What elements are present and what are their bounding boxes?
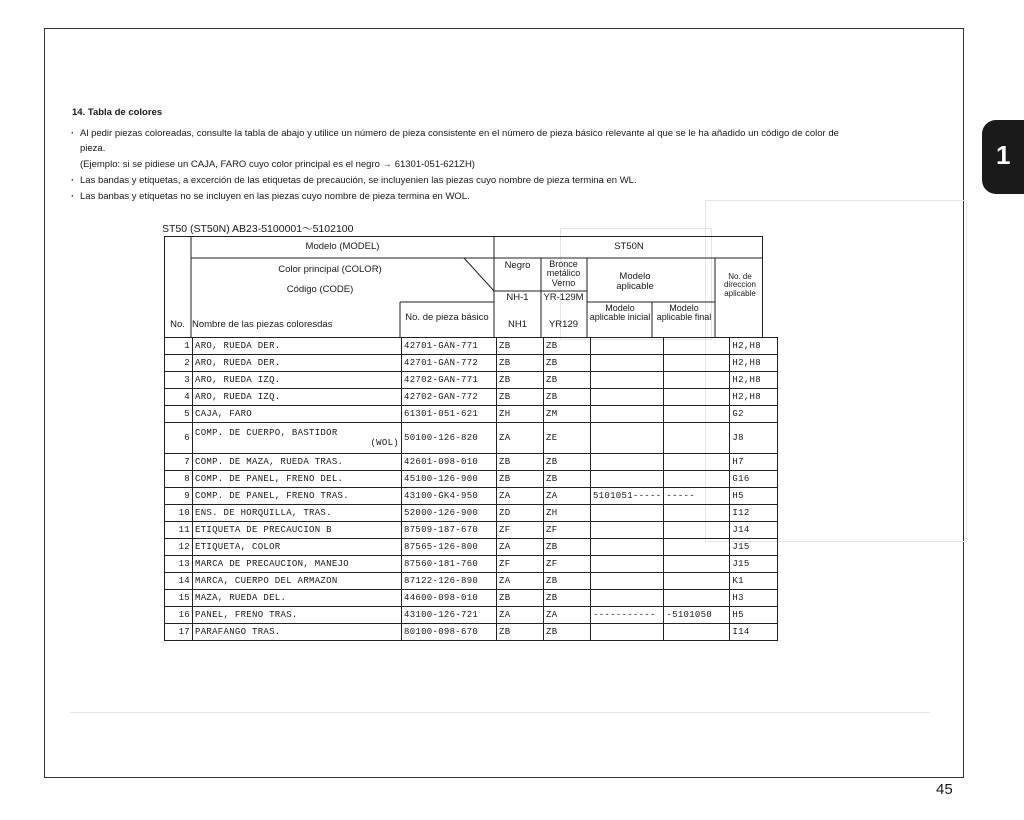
final-model — [664, 406, 730, 423]
row-no: 8 — [165, 471, 193, 488]
initial-model — [591, 338, 664, 355]
row-no: 5 — [165, 406, 193, 423]
intro-line-3: · Las bandas y etiquetas, a excerción de las etiquetas de precaución, se incluyenien las piezas cuyo nombre de pieza termina en WL. — [80, 175, 637, 186]
nh1-code: ZA — [497, 607, 544, 624]
initial-model — [591, 454, 664, 471]
table-row — [165, 607, 778, 624]
yr129-code: ZB — [544, 471, 591, 488]
yr129-code: ZA — [544, 607, 591, 624]
initial-model: 5101051----- — [591, 488, 664, 505]
basic-part-number: 42702-GAN-771 — [402, 372, 497, 389]
final-model — [664, 338, 730, 355]
final-model — [664, 573, 730, 590]
nh1-code: ZB — [497, 372, 544, 389]
initial-model — [591, 556, 664, 573]
part-name: ARO, RUEDA IZQ. — [193, 389, 402, 406]
nh1-code: ZB — [497, 471, 544, 488]
direction-code: G16 — [730, 471, 778, 488]
final-model — [664, 355, 730, 372]
row-no: 3 — [165, 372, 193, 389]
final-model: -5101050 — [664, 607, 730, 624]
final-model — [664, 590, 730, 607]
yr129-code: ZB — [544, 338, 591, 355]
yr129-code: ZB — [544, 573, 591, 590]
section-tab-number: 1 — [996, 140, 1011, 170]
initial-model — [591, 372, 664, 389]
initial-model — [591, 624, 664, 641]
row-no: 6 — [165, 423, 193, 454]
nh1-code: ZA — [497, 539, 544, 556]
final-model — [664, 624, 730, 641]
direccion-label: No. de direccion aplicable — [723, 272, 756, 298]
table-row — [165, 488, 778, 505]
table-row — [165, 539, 778, 556]
row-no: 2 — [165, 355, 193, 372]
basic-part-number: 42701-GAN-771 — [402, 338, 497, 355]
yr129-code: ZB — [544, 389, 591, 406]
modelo-aplicable: Modelo aplicable — [616, 271, 654, 292]
yr129-code: ZB — [544, 590, 591, 607]
basic-part-number: 44600-098-010 — [402, 590, 497, 607]
nh1-code: ZD — [497, 505, 544, 522]
bronce-code: YR-129M — [543, 292, 584, 303]
final-model — [664, 389, 730, 406]
model-label: Modelo (MODEL) — [305, 241, 380, 252]
initial-model — [591, 355, 664, 372]
part-name: PARAFANGO TRAS. — [193, 624, 402, 641]
final-model — [664, 539, 730, 556]
col-basic: No. de pieza básico — [405, 312, 489, 323]
section-heading: 14. Tabla de colores — [72, 107, 163, 118]
initial-model — [591, 522, 664, 539]
intro-line-1: · Al pedir piezas coloreadas, consulte la tabla de abajo y utilice un número de pieza consistente en el número de pieza básico relevante al que se le ha añadido un código de color de — [80, 128, 839, 139]
yr129-code: ZE — [544, 423, 591, 454]
nh1-code: ZB — [497, 624, 544, 641]
table-row — [165, 423, 778, 454]
basic-part-number: 87509-187-670 — [402, 522, 497, 539]
direction-code: H2,H8 — [730, 389, 778, 406]
yr129-code: ZH — [544, 505, 591, 522]
yr129-code: ZA — [544, 488, 591, 505]
direction-code: H2,H8 — [730, 372, 778, 389]
yr129-code: ZM — [544, 406, 591, 423]
direction-code: G2 — [730, 406, 778, 423]
basic-part-number: 43100-GK4-950 — [402, 488, 497, 505]
nh1-code: ZB — [497, 590, 544, 607]
part-name-line: COMP. DE CUERPO, BASTIDOR — [195, 428, 338, 438]
section-tab — [982, 120, 1024, 194]
code-label: Código (CODE) — [286, 284, 354, 295]
row-no: 1 — [165, 338, 193, 355]
parts-table — [164, 337, 778, 641]
initial-model — [591, 389, 664, 406]
part-name: COMP. DE PANEL, FRENO DEL. — [193, 471, 402, 488]
basic-part-number: 42701-GAN-772 — [402, 355, 497, 372]
final-model: ----- — [664, 488, 730, 505]
direction-code: J8 — [730, 423, 778, 454]
intro-line-4: · Las banbas y etiquetas no se incluyen en las piezas cuyo nombre de pieza termina en WOL. — [80, 191, 470, 202]
negro-code: NH-1 — [506, 292, 529, 303]
applicability-spec: ST50 (ST50N) AB23-5100001〜5102100 — [162, 223, 354, 235]
basic-part-number: 87122-126-890 — [402, 573, 497, 590]
modelo-inicial: Modelo aplicable inicial — [589, 303, 651, 323]
nh1-code: ZA — [497, 488, 544, 505]
final-model — [664, 372, 730, 389]
col-no: No. — [170, 319, 185, 330]
basic-part-number: 50100-126-820 — [402, 423, 497, 454]
direction-code: J14 — [730, 522, 778, 539]
table-row — [165, 355, 778, 372]
part-name: PANEL, FRENO TRAS. — [193, 607, 402, 624]
yr129-code: ZB — [544, 624, 591, 641]
yr129-code: ZB — [544, 372, 591, 389]
table-row — [165, 624, 778, 641]
row-no: 11 — [165, 522, 193, 539]
basic-part-number: 87565-126-800 — [402, 539, 497, 556]
table-row — [165, 505, 778, 522]
nh1-code: ZA — [497, 573, 544, 590]
part-name: COMP. DE PANEL, FRENO TRAS. — [193, 488, 402, 505]
yr129-code: ZB — [544, 355, 591, 372]
row-no: 15 — [165, 590, 193, 607]
row-no: 7 — [165, 454, 193, 471]
basic-part-number: 52000-126-900 — [402, 505, 497, 522]
part-name: MARCA, CUERPO DEL ARMAZON — [193, 573, 402, 590]
parts-table-body — [165, 338, 778, 641]
direction-code: H2,H8 — [730, 338, 778, 355]
page-number: 45 — [936, 781, 953, 798]
initial-model — [591, 539, 664, 556]
basic-part-number: 42601-098-010 — [402, 454, 497, 471]
part-name: MAZA, RUEDA DEL. — [193, 590, 402, 607]
direction-code: K1 — [730, 573, 778, 590]
row-no: 12 — [165, 539, 193, 556]
color-label: Color principal (COLOR) — [278, 264, 382, 275]
row-no: 13 — [165, 556, 193, 573]
direction-code: H5 — [730, 488, 778, 505]
final-model — [664, 454, 730, 471]
bronce-code-2: YR129 — [548, 319, 579, 330]
direction-code: J15 — [730, 539, 778, 556]
table-row — [165, 372, 778, 389]
table-row — [165, 590, 778, 607]
row-no: 17 — [165, 624, 193, 641]
final-model — [664, 505, 730, 522]
part-name: COMP. DE MAZA, RUEDA TRAS. — [193, 454, 402, 471]
part-name: CAJA, FARO — [193, 406, 402, 423]
table-row — [165, 338, 778, 355]
table-row — [165, 389, 778, 406]
yr129-code: ZB — [544, 454, 591, 471]
table-row — [165, 454, 778, 471]
basic-part-number: 80100-098-670 — [402, 624, 497, 641]
bleed-through-line — [70, 712, 930, 714]
nh1-code: ZB — [497, 454, 544, 471]
bronce-label: Bronce metálico Verno — [546, 259, 581, 288]
initial-model — [591, 406, 664, 423]
direction-code: H2,H8 — [730, 355, 778, 372]
direction-code: J15 — [730, 556, 778, 573]
part-name: MARCA DE PRECAUCION, MANEJO — [193, 556, 402, 573]
intro-line-2: pieza. — [80, 143, 106, 154]
final-model — [664, 423, 730, 454]
part-name: ETIQUETA, COLOR — [193, 539, 402, 556]
initial-model — [591, 573, 664, 590]
yr129-code: ZF — [544, 556, 591, 573]
direction-code: H7 — [730, 454, 778, 471]
nh1-code: ZB — [497, 338, 544, 355]
row-no: 4 — [165, 389, 193, 406]
initial-model: ----------- — [591, 607, 664, 624]
part-name: ARO, RUEDA IZQ. — [193, 372, 402, 389]
table-row — [165, 471, 778, 488]
negro-code-2: NH1 — [507, 319, 527, 330]
direction-code: I12 — [730, 505, 778, 522]
intro-example: (Ejemplo: si se pidiese un CAJA, FARO cuyo color principal es el negro → 61301-051-621ZH) — [80, 159, 475, 170]
row-no: 9 — [165, 488, 193, 505]
part-name: ARO, RUEDA DER. — [193, 355, 402, 372]
col-name: Nombre de las piezas coloresdas — [192, 319, 333, 330]
final-model — [664, 522, 730, 539]
basic-part-number: 43100-126-721 — [402, 607, 497, 624]
yr129-code: ZF — [544, 522, 591, 539]
direction-code: H5 — [730, 607, 778, 624]
initial-model — [591, 423, 664, 454]
initial-model — [591, 471, 664, 488]
nh1-code: ZF — [497, 522, 544, 539]
row-no: 16 — [165, 607, 193, 624]
model-name: ST50N — [614, 241, 644, 252]
part-name: ETIQUETA DE PRECAUCION B — [193, 522, 402, 539]
basic-part-number: 45100-126-900 — [402, 471, 497, 488]
final-model — [664, 471, 730, 488]
basic-part-number: 61301-051-621 — [402, 406, 497, 423]
nh1-code: ZH — [497, 406, 544, 423]
basic-part-number: 87560-181-760 — [402, 556, 497, 573]
initial-model — [591, 590, 664, 607]
nh1-code: ZA — [497, 423, 544, 454]
initial-model — [591, 505, 664, 522]
table-row — [165, 406, 778, 423]
direction-code: H3 — [730, 590, 778, 607]
table-row — [165, 522, 778, 539]
row-no: 14 — [165, 573, 193, 590]
basic-part-number: 42702-GAN-772 — [402, 389, 497, 406]
table-row — [165, 556, 778, 573]
row-no: 10 — [165, 505, 193, 522]
part-name — [193, 423, 402, 454]
modelo-final: Modelo aplicable final — [656, 303, 712, 323]
direction-code: I14 — [730, 624, 778, 641]
part-name-suffix: (WOL) — [370, 438, 399, 448]
table-row — [165, 573, 778, 590]
negro-label: Negro — [504, 260, 531, 271]
nh1-code: ZF — [497, 556, 544, 573]
part-name: ARO, RUEDA DER. — [193, 338, 402, 355]
part-name: ENS. DE HORQUILLA, TRAS. — [193, 505, 402, 522]
nh1-code: ZB — [497, 355, 544, 372]
yr129-code: ZB — [544, 539, 591, 556]
final-model — [664, 556, 730, 573]
nh1-code: ZB — [497, 389, 544, 406]
